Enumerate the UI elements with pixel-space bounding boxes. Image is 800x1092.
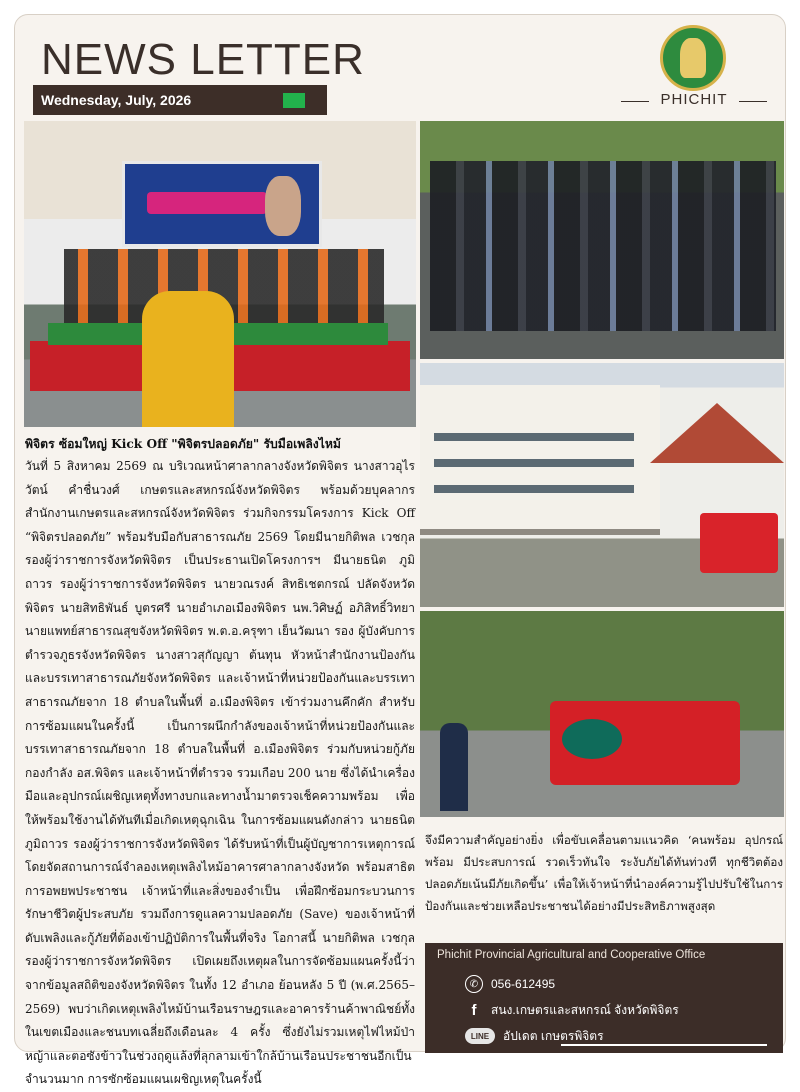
province-seal-icon <box>660 25 726 91</box>
phone-icon: ✆ <box>465 975 483 993</box>
fire-truck <box>700 513 778 573</box>
line-icon: LINE <box>465 1028 495 1044</box>
photo-kickoff-stage <box>24 121 416 427</box>
newsletter-page <box>14 14 786 1087</box>
contact-box <box>425 943 783 1053</box>
article-conclusion: จึงมีความสำคัญอย่างยิ่ง เพื่อขับเคลื่อนตามแนวคิด ‘คนพร้อม อุปกรณ์พร้อม มีประสบการณ์ รวดเร็วทันใจ ระงับภัยได้ทันท่วงที ทุกชีวิตต้องปลอดภัยเน้นมีภัยเกิดขึ้น’ เพื่อให้เจ้าหน้าที่นำองค์ความรู้ไปปรับใช้ในการป้องกันและช่วยเหลือประชาชนได้อย่างมีประสิทธิภาพสูงสุด <box>425 833 783 913</box>
facebook-page: สนง.เกษตรและสหกรณ์ จังหวัดพิจิตร <box>491 1002 679 1017</box>
photo-building-drill <box>420 363 784 607</box>
phone-row[interactable] <box>465 973 555 995</box>
photo-fire-truck <box>420 611 784 817</box>
firefighter-figure <box>142 291 234 427</box>
newsletter-title: NEWS LETTER <box>41 35 365 84</box>
facebook-row[interactable] <box>465 999 679 1021</box>
line-account: อัปเดต เกษตรพิจิตร <box>503 1028 604 1043</box>
date-bar <box>33 85 327 115</box>
provincial-hall <box>420 385 660 535</box>
line-underline <box>561 1044 767 1046</box>
phone-number: 056-612495 <box>491 977 556 991</box>
photo-participants <box>420 121 784 359</box>
participants-group <box>430 161 776 331</box>
brand-name: PHICHIT <box>619 91 769 108</box>
green-indicator <box>283 93 305 108</box>
article-body: วันที่ 5 สิงหาคม 2569 ณ บริเวณหน้าศาลากลางจังหวัดพิจิตร นางสาวอุไรวัตน์ คำชื่นวงศ์ เกษตรและสหกรณ์จังหวัดพิจิตร พร้อมด้วยบุคลากร สำนักงานเกษตรและสหกรณ์จังหวัดพิจิตร ร่วมกิจกรรมโครงการ Kick Off “พิจิตรปลอดภัย” พร้อมรับมือกับสาธารณภัย 2569 โดยมีนายกิติพล เวชกุล รองผู้ว่าราชการจังหวัดพิจิตร เป็นประธานเปิดโครงการฯ มีนายธนิต ภูมิถาวร รองผู้ว่าราชการจังหวัดพิจิตร นายวณรงค์ สิทธิเชตกรณ์ ปลัดจังหวัดพิจิตร นายสิทธิพันธ์ บูตรศรี นายอำเภอเมืองพิจิตร นพ.วิศิษฏ์ อภิสิทธิ์วิทยา นายแพทย์สาธารณสุขจังหวัดพิจิตร พ.ต.อ.ครุฑา เย็นวัฒนา รอง ผู้บังคับการตำรวจภูธรจังหวัดพิจิตร นางสาวสุกัญญา ต้นทุน หัวหน้าสำนักงานป้องกันและบรรเทาสาธารณภัยจังหวัดพิจิตร และเจ้าหน้าที่หน่วยป้องกันและบรรเทาสาธารณภัยจาก 18 ตำบลในพื้นที่ อ.เมืองพิจิตร เข้าร่วมงานคึกคัก สำหรับการซ้อมแผนในครั้งนี้ เป็นการผนึกกำลังของเจ้าหน้าที่หน่วยป้องกันและบรรเทาสาธารณภัยจาก 18 ตำบลในพื้นที่ อ.เมืองพิจิตร ร่วมกับหน่วยกู้ภัย กองกำลัง อส.พิจิตร และเจ้าหน้าที่ตำรวจ รวมเกือบ 200 นาย ซึ่งได้นำเครื่องมือและอุปกรณ์เผชิญเหตุทั้งทางบกและทางน้ำมาตรวจเช็คความพร้อม เพื่อให้พร้อมใช้งานได้ทันทีเมื่อเกิดเหตุฉุกเฉิน ในการซ้อมแผนดังกล่าว นายธนิต ภูมิถาวร รองผู้ว่าราชการจังหวัดพิจิตร ได้รับหน้าที่เป็นผู้บัญชาการเหตุการณ์ โดยจัดสถานการณ์จำลองเหตุเพลิงไหม้อาคารศาลากลางจังหวัด พร้อมสาธิตการอพยพประชาชน เจ้าหน้าที่และสิ่งของจำเป็น เพื่อฝึกซ้อมกระบวนการรักษาชีวิตผู้ประสบภัย รวมถึงการดูแลความปลอดภัย (Save) ของเจ้าหน้าที่ดับเพลิงและกู้ภัยที่ต้องเข้าปฏิบัติการในพื้นที่จริง โอกาสนี้ นายกิติพล เวชกุล รองผู้ว่าราชการจังหวัดพิจิตร เปิดเผยถึงเหตุผลในการจัดซ้อมแผนครั้งนี้ว่า จากข้อมูลสถิติของจังหวัดพิจิตร ในทั้ง 12 อำเภอ ย้อนหลัง 5 ปี (พ.ศ.2565–2569) พบว่าเกิดเหตุเพลิงไหม้บ้านเรือนราษฎรและอาคารร้านค้าพาณิชย์ทั้งในเขตเมืองและชนบทเฉลี่ยถึงเดือนละ 4 ครั้ง ซึ่งยังไม่รวมเหตุไฟไหม้ป่าหญ้าและตอซังข้าวในช่วงฤดูแล้งที่ลุกลามเข้าใกล้บ้านเรือนประชาชนอีกเป็นจำนวนมาก การซักซ้อมแผนเผชิญเหตุในครั้งนี้ <box>25 459 415 1087</box>
thai-roof <box>650 403 784 463</box>
facebook-icon: f <box>471 1001 477 1019</box>
event-banner <box>122 161 322 247</box>
fire-truck-large <box>550 701 740 785</box>
issue-date: Wednesday, July, 2026 <box>41 92 192 108</box>
officer-figure <box>440 723 468 811</box>
office-name: Phichit Provincial Agricultural and Cooperative Office <box>437 949 706 961</box>
article-headline: พิจิตร ซ้อมใหญ่ Kick Off "พิจิตรปลอดภัย" รับมือเพลิงไหม้ <box>25 437 341 451</box>
